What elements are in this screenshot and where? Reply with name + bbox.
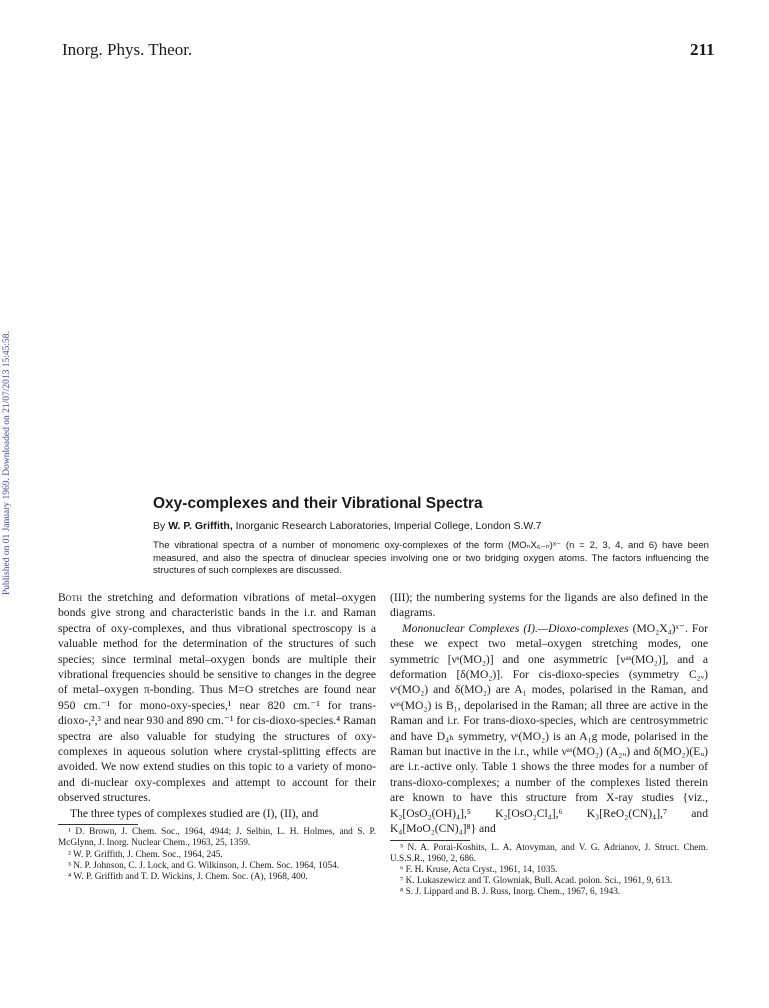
footnote: ⁴ W. P. Griffith and T. D. Wickins, J. Chem. Soc. (A), 1968, 400. xyxy=(68,871,308,882)
download-notice-sidebar: Published on 01 January 1969. Downloaded on 21/07/2013 15:45:58. xyxy=(2,331,12,595)
section-heading: Mononuclear Complexes (I).—Dioxo-complexes xyxy=(402,621,629,635)
left-column xyxy=(58,590,376,883)
abstract: The vibrational spectra of a number of monomeric oxy-complexes of the form (MOₙX₆₋ₙ)ˣ⁻ (n = 2, 3, 4, and 6) have been measured, and also the spectra of dinuclear species involving one or two bridging oxygen atoms. The factors influencing the structures of such complexes are discussed. xyxy=(153,540,709,576)
page-number: 211 xyxy=(690,40,715,59)
article-title: Oxy-complexes and their Vibrational Spectra xyxy=(153,495,483,512)
complex-types-paragraph: The three types of complexes studied are (I), (II), and xyxy=(70,806,319,820)
footnote: ² W. P. Griffith, J. Chem. Soc., 1964, 245. xyxy=(68,849,223,860)
journal-header: Inorg. Phys. Theor. xyxy=(62,40,193,59)
intro-lead-word: Both xyxy=(58,591,83,604)
footnote-divider xyxy=(58,824,138,825)
footnote: ⁶ F. H. Kruse, Acta Cryst., 1961, 14, 1035. xyxy=(400,864,558,875)
footnote: ⁷ K. Lukaszewicz and T. Glowniak, Bull. Acad. polon. Sci., 1961, 9, 613. xyxy=(400,876,673,887)
numbering-paragraph: (III); the numbering systems for the ligands are also defined in the diagrams. xyxy=(390,591,708,620)
footnote: ⁸ S. J. Lippard and B. J. Russ, Inorg. Chem., 1967, 6, 1943. xyxy=(400,887,621,898)
footnote: ⁵ N. A. Porai-Koshits, L. A. Atovyman, and V. G. Adrianov, J. Struct. Chem. U.S.S.R., 1960, 2, 686. xyxy=(390,842,708,864)
byline xyxy=(153,520,542,532)
dioxo-text: (MO₂X₄)ˣ⁻. For these we expect two metal–oxygen stretching modes, one symmetric [νˢ(MO₂)] and one asymmetric [νᵃˢ(MO₂)], and a deformation [δ(MO₂)]. For cis-dioxo-species (symmetry C₂ᵥ) νˢ(MO₂) and δ(MO₂) are A₁ modes, polarised in the Raman, and νᵃˢ(MO₂) is B₁, depolarised in the Raman; all three are active in the Raman and i.r. For trans-dioxo-species, which are centrosymmetric and have D₄ₕ symmetry, νˢ(MO₂) is an A₁g mode, polarised in the Raman but inactive in the i.r., while νᵃˢ(MO₂) (A₂ᵤ) and δ(MO₂)(Eᵤ) are i.r.-active only. Table 1 shows the three modes for a number of trans-dioxo-complexes; a number of the complexes listed therein are known to have this structure from X-ray studies {viz., K₂[OsO₂(OH)₄],⁵ K₂[OsO₂Cl₄],⁶ K₃[ReO₂(CN)₄],⁷ and K₄[MoO₂(CN)₄]⁸} and xyxy=(390,621,708,836)
byline-by: By xyxy=(153,520,166,532)
author-name: W. P. Griffith, xyxy=(168,520,233,532)
intro-text: the stretching and deformation vibrations of metal–oxygen bonds give strong and characteristic bands in the i.r. and Raman spectra of oxy-complexes, and thus vibrational spectroscopy is a valuable method for the determination of the structures of such species; since terminal metal–oxygen bonds are multiple their vibrational frequencies should be sensitive to changes in the degree of metal–oxygen π-bonding. Thus M=O stretches are found near 950 cm.⁻¹ for mono-oxy-species,¹ near 820 cm.⁻¹ for trans-dioxo-,²,³ and near 930 and 890 cm.⁻¹ for cis-dioxo-species.⁴ Raman spectra are also valuable for studying the structures of oxy-complexes in aqueous solution where crystal-splitting effects are avoided. We now extend studies on this topic to a variety of mono- and di-nuclear oxy-complexes and attempt to account for their observed structures. xyxy=(58,591,376,805)
right-column xyxy=(390,590,708,899)
footnote: ¹ D. Brown, J. Chem. Soc., 1964, 4944; J. Selbin, L. H. Holmes, and S. P. McGlynn, J. Inorg. Nuclear Chem., 1963, 25, 1359. xyxy=(58,827,376,849)
author-affiliation: Inorganic Research Laboratories, Imperial College, London S.W.7 xyxy=(235,520,542,532)
footnote: ³ N. P. Johnson, C. J. Lock, and G. Wilkinson, J. Chem. Soc. 1964, 1054. xyxy=(68,860,340,871)
footnote-divider xyxy=(390,840,470,841)
dioxo-paragraph xyxy=(390,621,708,837)
intro-paragraph xyxy=(58,590,376,806)
